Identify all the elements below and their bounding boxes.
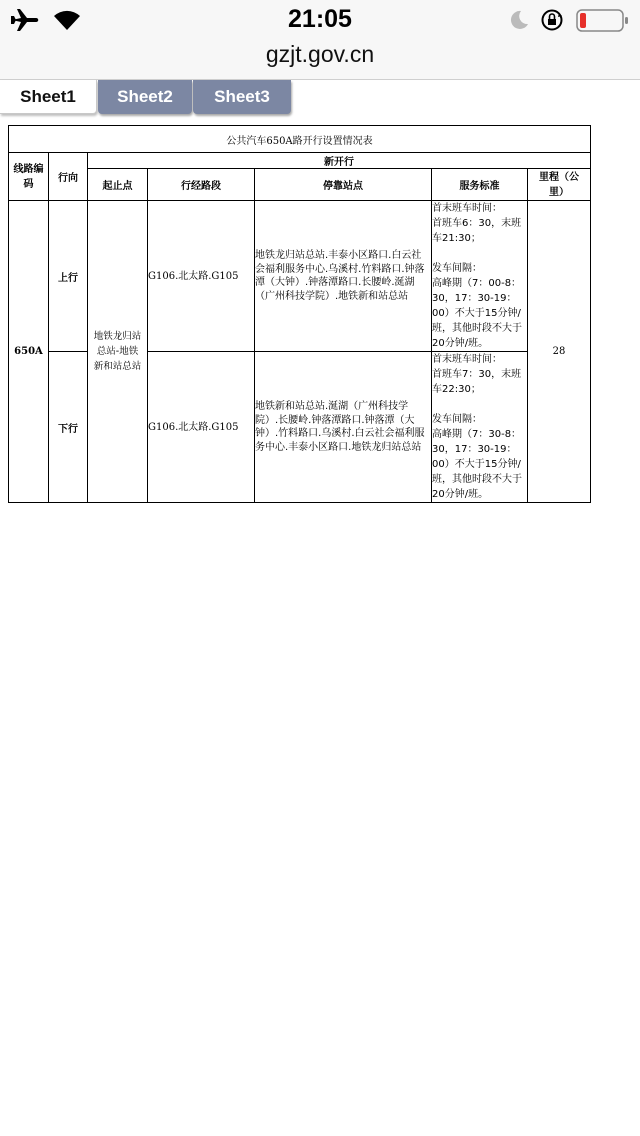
cell-direction: 上行 (49, 201, 88, 352)
cell-road-segments: G106.北太路.G105 (148, 352, 255, 503)
cell-stops: 地铁龙归站总站.丰泰小区路口.白云社会福利服务中心.乌溪村.竹料路口.钟落潭（大钟）.钟落潭路口.长腰岭.涎湖（广州科技学院）.地铁新和站总站 (255, 201, 432, 352)
service-interval: 发车间隔： 高峰期（7：00-8：30，17：30-19：00）不大于15分钟/班，其他时段不大于20分钟/班。 (432, 263, 522, 349)
header-direction: 行向 (49, 153, 88, 201)
service-interval: 发车间隔： 高峰期（7：30-8：30，17：30-19：00）不大于15分钟/班，其他时段不大于20分钟/班。 (432, 414, 522, 500)
service-first-last: 首末班车时间： 首班车7：30，末班车22:30； (432, 354, 522, 395)
cell-mileage: 28 (528, 201, 591, 503)
moon-icon (508, 9, 530, 35)
status-time: 21:05 (288, 5, 352, 33)
header-route-no: 线路编码 (9, 153, 49, 201)
cell-service (432, 201, 528, 352)
url-text[interactable]: gzjt.gov.cn (265, 41, 375, 67)
table-row (9, 201, 591, 352)
header-terminals: 起止点 (88, 169, 148, 201)
cell-route-no: 650A (9, 201, 49, 503)
route-table (8, 125, 591, 503)
battery-icon (576, 9, 632, 37)
service-first-last: 首末班车时间： 首班车6：30，末班车21:30； (432, 203, 522, 244)
cell-terminals: 地铁龙归站总站-地铁新和站总站 (88, 201, 148, 503)
tab-sheet1[interactable]: Sheet1 (0, 80, 97, 114)
address-bar[interactable] (0, 40, 640, 80)
cell-direction: 下行 (49, 352, 88, 503)
header-stops: 停靠站点 (255, 169, 432, 201)
tab-sheet2[interactable]: Sheet2 (98, 80, 192, 114)
header-road-segments: 行经路段 (148, 169, 255, 201)
header-mileage: 里程（公里） (528, 169, 591, 201)
header-service: 服务标准 (432, 169, 528, 201)
rotation-lock-icon (540, 8, 564, 36)
header-group: 新开行 (88, 153, 591, 169)
cell-stops: 地铁新和站总站.涎湖（广州科技学院）.长腰岭.钟落潭路口.钟落潭（大钟）.竹料路口.乌溪村.白云社会福利服务中心.丰泰小区路口.地铁龙归站总站 (255, 352, 432, 503)
cell-road-segments: G106.北太路.G105 (148, 201, 255, 352)
cell-service (432, 352, 528, 503)
tab-sheet3[interactable]: Sheet3 (193, 80, 291, 114)
table-title: 公共汽车650A路开行设置情况表 (9, 126, 591, 153)
status-bar (0, 0, 640, 40)
